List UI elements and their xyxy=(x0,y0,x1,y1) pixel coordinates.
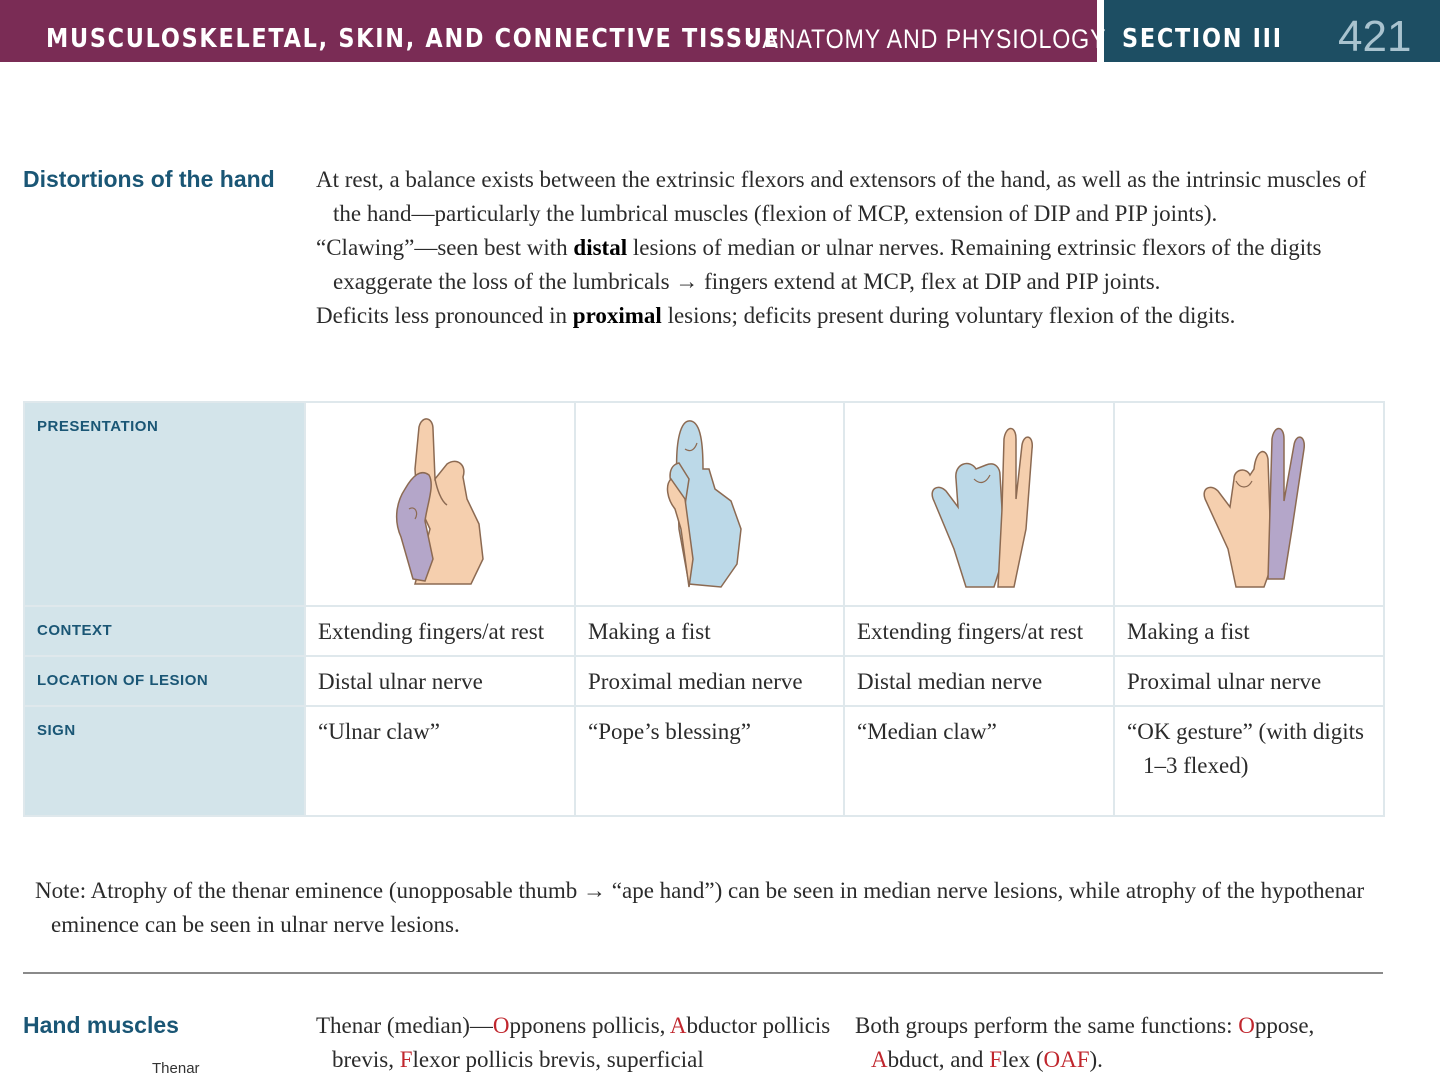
section-divider xyxy=(23,972,1383,974)
distortions-para-2 xyxy=(316,231,1366,299)
mnemonic-letter: F xyxy=(399,1047,413,1072)
location-text: Distal median nerve xyxy=(857,669,1043,694)
popes-blessing-illustration xyxy=(575,402,844,606)
row-label-presentation: PRESENTATION xyxy=(24,402,305,606)
mnemonic-letter: O xyxy=(1238,1013,1255,1038)
triangle-right-icon xyxy=(746,29,754,45)
context-text: Extending fingers/at rest xyxy=(857,619,1084,644)
row-label-location: LOCATION OF LESION xyxy=(24,656,305,706)
sign-text: “Ulnar claw” xyxy=(318,719,440,744)
sign-cell xyxy=(844,706,1114,816)
note-text: Note: Atrophy of the thenar eminence (unopposable thumb → “ape hand”) can be seen in median nerve lesions, while atrophy of the hypothenar eminence can be seen in ulnar nerve lesions. xyxy=(35,878,1365,937)
thenar-prefix: Thenar (median)— xyxy=(316,1013,493,1038)
sign-text: “OK gesture” (with digits 1–3 flexed) xyxy=(1127,719,1364,778)
mnemonic-letter: F xyxy=(989,1047,1002,1072)
context-text: Making a fist xyxy=(1127,619,1250,644)
function-word: ppose, xyxy=(1254,1013,1315,1038)
location-cell xyxy=(575,656,844,706)
ulnar-claw-illustration xyxy=(305,402,575,606)
row-label-context: CONTEXT xyxy=(24,606,305,656)
chapter-title: MUSCULOSKELETAL, SKIN, AND CONNECTIVE TISSUE xyxy=(46,24,781,54)
location-cell xyxy=(305,656,575,706)
functions-intro: Both groups perform the same functions: xyxy=(855,1013,1239,1038)
sign-cell xyxy=(305,706,575,816)
hand-popes-blessing-icon xyxy=(645,409,775,589)
para3-text-b: lesions; deficits present during voluntary flexion of the digits. xyxy=(661,303,1236,328)
para2-text-a: “Clawing”—seen best with xyxy=(316,235,574,260)
location-text: Distal ulnar nerve xyxy=(318,669,483,694)
thenar-text xyxy=(316,1009,836,1077)
location-cell xyxy=(1114,656,1384,706)
context-cell xyxy=(575,606,844,656)
distortions-heading: Distortions of the hand xyxy=(23,166,275,192)
figure-label-thenar: Thenar xyxy=(152,1060,200,1077)
location-cell xyxy=(844,656,1114,706)
location-text: Proximal ulnar nerve xyxy=(1127,669,1322,694)
mnemonic-letter: A xyxy=(669,1013,687,1038)
subsection-label: ANATOMY AND PHYSIOLOGY xyxy=(762,24,1107,54)
hand-distortion-table xyxy=(23,401,1385,817)
muscle-name: pponens pollicis, xyxy=(509,1013,670,1038)
para3-text-a: Deficits less pronounced in xyxy=(316,303,573,328)
mnemonic-letter: A xyxy=(871,1047,888,1072)
presentation-row xyxy=(24,402,1384,606)
section-label: SECTION III xyxy=(1122,24,1283,54)
para2-bold: distal xyxy=(573,235,628,260)
context-text: Making a fist xyxy=(588,619,711,644)
functions-description xyxy=(855,1009,1375,1077)
context-text: Extending fingers/at rest xyxy=(318,619,545,644)
ok-gesture-illustration xyxy=(1114,402,1384,606)
distortions-para-1: At rest, a balance exists between the extrinsic flexors and extensors of the hand, as well as the intrinsic muscles of the hand—particularly the lumbrical muscles (flexion of MCP, extension of DIP and PIP joints). xyxy=(316,167,1367,226)
location-row xyxy=(24,656,1384,706)
sign-cell xyxy=(1114,706,1384,816)
function-word: lex ( xyxy=(1001,1047,1044,1072)
hand-muscles-heading: Hand muscles xyxy=(23,1012,179,1038)
hand-ok-gesture-icon xyxy=(1184,409,1314,589)
sign-row xyxy=(24,706,1384,816)
median-claw-illustration xyxy=(844,402,1114,606)
mnemonic-oaf: OAF xyxy=(1043,1047,1090,1072)
atrophy-note xyxy=(35,874,1375,942)
para2-text-b: lesions of median or ulnar nerves. Remaining extrinsic flexors of the digits exaggerate the loss of the lumbricals → fingers extend at MCP, flex at DIP and PIP joints. xyxy=(333,235,1322,294)
subsection-title xyxy=(746,24,1106,55)
hand-ulnar-claw-icon xyxy=(375,409,505,589)
mnemonic-letter: O xyxy=(492,1013,510,1038)
page-number: 421 xyxy=(1338,12,1412,61)
sign-text: “Median claw” xyxy=(857,719,997,744)
function-word: bduct, and xyxy=(887,1047,990,1072)
context-cell xyxy=(305,606,575,656)
context-cell xyxy=(844,606,1114,656)
sign-cell xyxy=(575,706,844,816)
context-cell xyxy=(1114,606,1384,656)
context-row xyxy=(24,606,1384,656)
thenar-description xyxy=(316,1009,836,1077)
hand-median-claw-icon xyxy=(914,409,1044,589)
distortions-text xyxy=(316,163,1366,333)
row-label-sign: SIGN xyxy=(24,706,305,816)
muscle-name: bductor pollicis brevis, xyxy=(332,1013,831,1072)
location-text: Proximal median nerve xyxy=(588,669,803,694)
sign-text: “Pope’s blessing” xyxy=(588,719,751,744)
functions-end: ). xyxy=(1089,1047,1103,1072)
muscle-name: lexor pollicis brevis, superficial xyxy=(412,1047,704,1072)
para3-bold: proximal xyxy=(572,303,662,328)
functions-text xyxy=(855,1009,1375,1077)
distortions-para-3 xyxy=(316,299,1366,333)
